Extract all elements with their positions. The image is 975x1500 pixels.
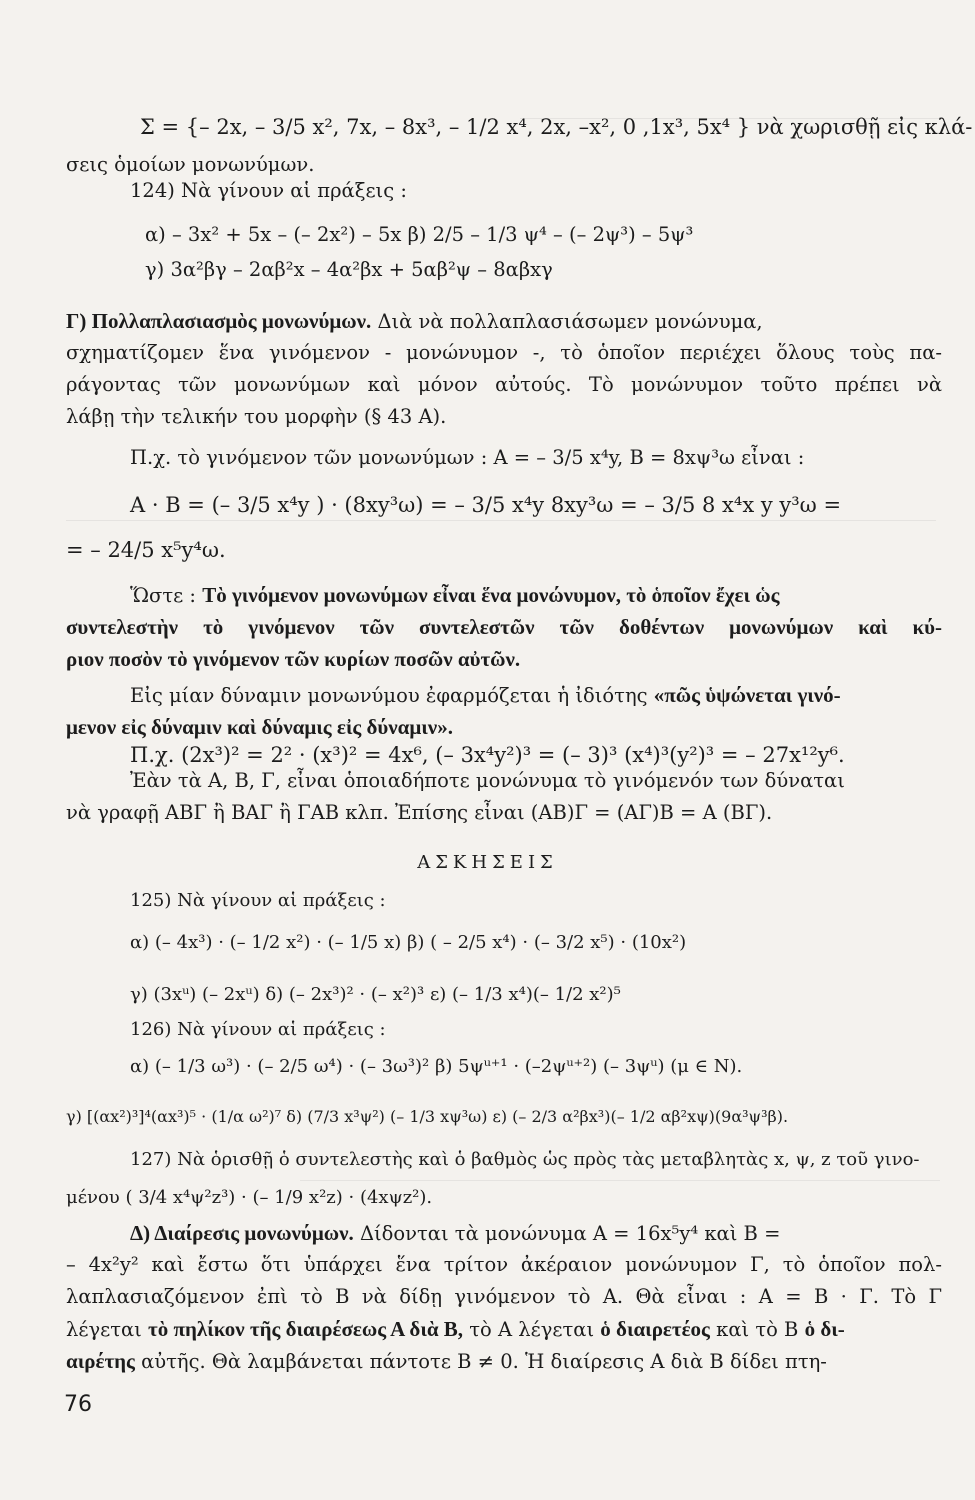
division-paragraph-line <box>66 1346 942 1377</box>
exercise-124-a-b: α) – 3x² + 5x – (– 2x²) – 5x β) 2/5 – 1/3 ψ⁴ – (– 2ψ³) – 5ψ³ <box>145 223 694 246</box>
section-heading-division: Δ) Διαίρεσις μονωνύμων. <box>130 1221 354 1245</box>
division-text: καὶ τὸ Β <box>716 1318 799 1341</box>
exercise-124-c: γ) 3α²βγ – 2αβ²x – 4α²βx + 5αβ²ψ – 8αβxγ <box>145 258 553 281</box>
division-intro-text: Δίδονται τὰ μονώνυμα Α = 16x⁵y⁴ καὶ Β = <box>359 1222 781 1245</box>
example-product-calc: Α · Β = (– 3/5 x⁴y ) · (8xy³ω) = – 3/5 x⁴y 8xy³ω = – 3/5 8 x⁴x y y³ω = <box>130 493 842 517</box>
rule-bold-line: ριον ποσὸν τὸ γινόμενον τῶν κυρίων ποσῶν αὐτῶν. <box>66 647 521 671</box>
multiplication-paragraph-line: σχηματίζομεν ἕνα γινόμενον - μονώνυμον -, τὸ ὁποῖον περιέχει ὅλους τοὺς πα- <box>66 341 942 364</box>
division-text: τὸ Α λέγεται <box>469 1318 595 1341</box>
exercise-126-a-b: α) (– 1/3 ω³) · (– 2/5 ω⁴) · (– 3ω³)² β) 5ψᵘ⁺¹ · (–2ψᵘ⁺²) (– 3ψᵘ) (μ ∈ Ν). <box>130 1056 743 1077</box>
exercise-126-c-d-e: γ) [(αx²)³]⁴(αx³)⁵ · (1/α ω²)⁷ δ) (7/3 x³ψ²) (– 1/3 xψ³ω) ε) (– 2/3 α²βx³)(– 1/2 αβ²xψ)(9α³ψ³β). <box>66 1107 789 1126</box>
exercise-125-c-d-e: γ) (3xᵘ) (– 2xᵘ) δ) (– 2x³)² · (– x²)³ ε) (– 1/3 x⁴)(– 1/2 x²)⁵ <box>130 984 621 1005</box>
division-paragraph-line: λαπλασιαζόμενον ἐπὶ τὸ Β νὰ δίδῃ γινόμενον τὸ Α. Θὰ εἶναι : Α = Β · Γ. Τὸ Γ <box>66 1285 942 1308</box>
division-bold-quotient: τὸ πηλίκον τῆς διαιρέσεως Α διὰ Β, <box>148 1317 464 1341</box>
example-product-intro: Π.χ. τὸ γινόμενον τῶν μονωνύμων : Α = – 3/5 x⁴y, Β = 8xψ³ω εἶναι : <box>130 446 805 469</box>
division-text: αὐτῆς. Θὰ λαμβάνεται πάντοτε Β ≠ 0. Ἡ διαίρεσις Α διὰ Β δίδει πτη- <box>141 1350 827 1373</box>
division-paragraph-line <box>66 1314 942 1345</box>
power-example: Π.χ. (2x³)² = 2² · (x³)² = 4x⁶, (– 3x⁴y²)³ = (– 3)³ (x⁴)³(y²)³ = – 27x¹²y⁶. <box>130 743 845 767</box>
commutative-line: Ἐὰν τὰ Α, Β, Γ, εἶναι ὁποιαδήποτε μονώνυμα τὸ γινόμενόν των δύναται <box>130 769 845 792</box>
exercise-127-title: 127) Νὰ ὁρισθῇ ὁ συντελεστὴς καὶ ὁ βαθμὸς ὡς πρὸς τὰς μεταβλητὰς x, ψ, z τοῦ γινο- <box>130 1149 920 1170</box>
division-bold-divisor-end: αιρέτης <box>66 1349 135 1373</box>
exercise-125-title: 125) Νὰ γίνουν αἱ πράξεις : <box>130 890 386 911</box>
division-paragraph-first <box>130 1218 942 1249</box>
power-paragraph-first <box>130 680 942 711</box>
division-paragraph-line: – 4x²y² καὶ ἔστω ὅτι ὑπάρχει ἕνα τρίτον ἀκέραιον μονώνυμον Γ, τὸ ὁποῖον πολ- <box>66 1253 942 1276</box>
multiplication-intro-text: Διὰ νὰ πολλαπλασιάσωμεν μονώνυμα, <box>377 310 763 333</box>
page-number: 76 <box>64 1392 92 1417</box>
exercise-124-title: 124) Νὰ γίνουν αἱ πράξεις : <box>130 179 407 202</box>
multiplication-paragraph-first <box>66 306 942 337</box>
division-bold-dividend: ὁ διαιρετέος <box>600 1317 710 1341</box>
division-bold-divisor-start: ὁ δι- <box>804 1317 845 1341</box>
exercise-126-title: 126) Νὰ γίνουν αἱ πράξεις : <box>130 1019 386 1040</box>
rule-paragraph-first <box>130 580 942 611</box>
set-definition-cont: σεις ὁμοίων μονωνύμων. <box>66 153 315 176</box>
example-product-result: = – 24/5 x⁵y⁴ω. <box>66 538 226 562</box>
exercises-heading: ΑΣΚΗΣΕΙΣ <box>417 852 558 873</box>
commutative-line: νὰ γραφῇ ΑΒΓ ἢ ΒΑΓ ἢ ΓΑΒ κλπ. Ἐπίσης εἶναι (ΑΒ)Γ = (ΑΓ)Β = Α (ΒΓ). <box>66 801 773 824</box>
power-text: Εἰς μίαν δύναμιν μονωνύμου ἐφαρμόζεται ἡ ἰδιότης <box>130 684 648 707</box>
exercise-125-a-b: α) (– 4x³) · (– 1/2 x²) · (– 1/5 x) β) ( – 2/5 x⁴) · (– 3/2 x⁵) · (10x²) <box>130 932 687 953</box>
exercise-127-cont: μένου ( 3/4 x⁴ψ²z³) · (– 1/9 x²z) · (4xψz²). <box>66 1187 433 1208</box>
rule-bold-line: συντελεστὴν τὸ γινόμενον τῶν συντελεστῶν τῶν δοθέντων μονωνύμων καὶ κύ- <box>66 615 942 639</box>
power-bold-text: «πῶς ὑψώνεται γινό- <box>653 683 841 707</box>
set-definition-line: Σ = {– 2x, – 3/5 x², 7x, – 8x³, – 1/2 x⁴, 2x, –x², 0 ,1x³, 5x⁴ } νὰ χωρισθῇ εἰς κλά- <box>140 115 973 139</box>
section-heading-multiplication: Γ) Πολλαπλασιασμὸς μονωνύμων. <box>66 309 372 333</box>
rule-prefix: Ὥστε : <box>130 584 196 607</box>
division-text: λέγεται <box>66 1318 142 1341</box>
multiplication-paragraph-line: ράγοντας τῶν μονωνύμων καὶ μόνον αὐτούς. Τὸ μονώνυμον τοῦτο πρέπει νὰ <box>66 373 942 396</box>
power-bold-line: μενον εἰς δύναμιν καὶ δύναμις εἰς δύναμιν». <box>66 715 453 739</box>
rule-bold-text: Τὸ γινόμενον μονωνύμων εἶναι ἕνα μονώνυμον, τὸ ὁποῖον ἔχει ὡς <box>202 583 780 607</box>
multiplication-paragraph-line: λάβῃ τὴν τελικήν του μορφὴν (§ 43 Α). <box>66 405 447 428</box>
